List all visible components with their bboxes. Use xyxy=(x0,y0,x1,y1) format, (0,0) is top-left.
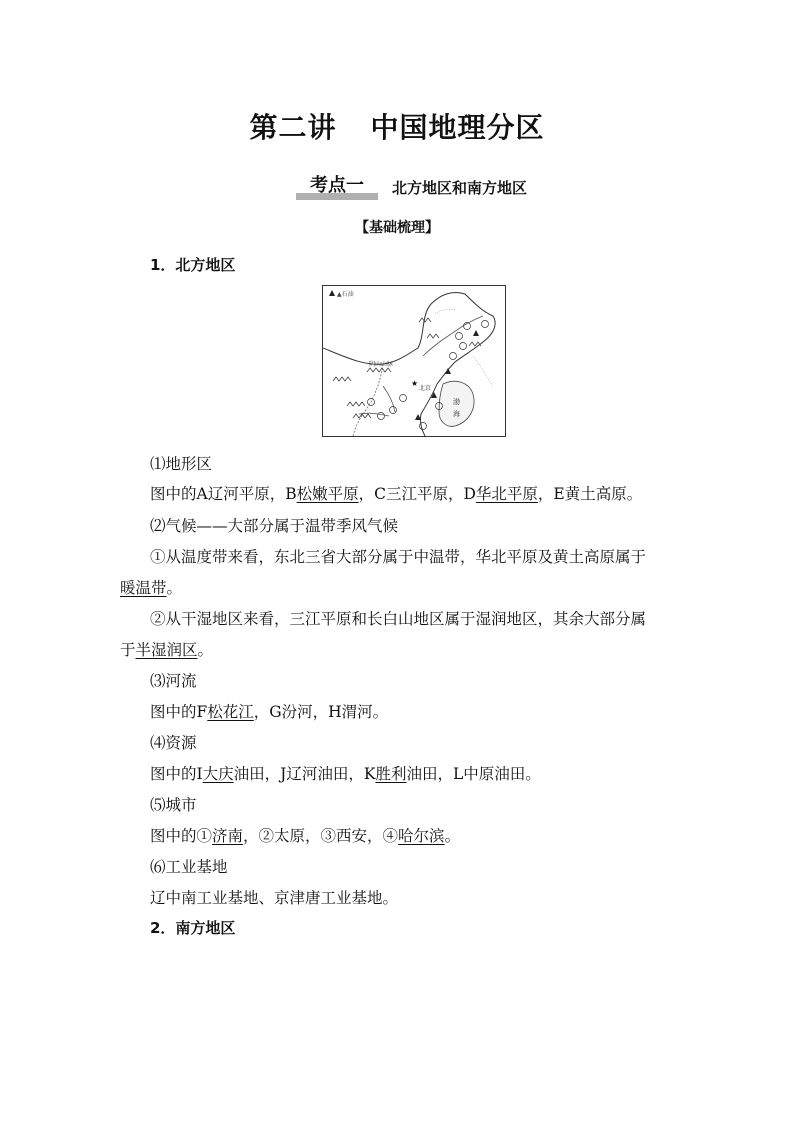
sea-label-bo: 渤 xyxy=(453,398,460,406)
north-region-map xyxy=(322,285,506,437)
beijing-label: 北京 xyxy=(419,385,432,392)
terrain-heading: ⑴地形区 xyxy=(150,455,213,473)
resource-text: 图中的I大庆油田，J辽河油田，K胜利油田，L中原油田。 xyxy=(150,765,541,783)
heading-south: 2．南方地区 xyxy=(150,919,236,937)
climate-p2-line1: ②从干湿地区来看，三江平原和长白山地区属于湿润地区，其余大部分属 xyxy=(150,610,647,628)
river-g xyxy=(383,386,395,412)
map-svg xyxy=(323,286,505,436)
climate-p2-line2: 于半湿润区。 xyxy=(120,641,214,659)
river-heading: ⑶河流 xyxy=(150,672,197,690)
climate-heading: ⑵气候——大部分属于温带季风气候 xyxy=(150,517,399,535)
kaodian-topic: 北方地区和南方地区 xyxy=(392,179,528,197)
industry-text: 辽中南工业基地、京津唐工业基地。 xyxy=(150,889,399,907)
climate-p1-line2: 暖温带。 xyxy=(120,579,183,597)
city-heading: ⑸城市 xyxy=(150,796,197,814)
resource-blank-2: 胜利 xyxy=(375,765,407,783)
sea-label-hai: 海 xyxy=(453,410,460,418)
resource-blank-1: 大庆 xyxy=(202,765,234,783)
oil-legend-icon xyxy=(329,290,335,296)
river-text: 图中的F松花江，G汾河，H渭河。 xyxy=(150,703,389,721)
industry-heading: ⑹工业基地 xyxy=(150,858,228,876)
city-blank-1: 济南 xyxy=(212,827,244,845)
river-blank: 松花江 xyxy=(207,703,254,721)
terrain-blank-2: 华北平原 xyxy=(475,485,538,503)
terrain-text: 图中的A辽河平原，B松嫩平原，C三江平原，D华北平原，E黄土高原。 xyxy=(150,485,643,503)
page-title xyxy=(0,106,794,146)
title-part1: 第二讲 xyxy=(249,111,337,144)
city-blank-2: 哈尔滨 xyxy=(398,827,445,845)
terrain-blank-1: 松嫩平原 xyxy=(296,485,359,503)
title-part2: 中国地理分区 xyxy=(370,111,545,144)
resource-heading: ⑷资源 xyxy=(150,734,197,752)
map-legend-text: ▲石油 xyxy=(337,291,354,298)
mountain-label: 阴山山脉 xyxy=(369,361,394,368)
city-text: 图中的①济南，②太原，③西安，④哈尔滨。 xyxy=(150,827,461,845)
beijing-star-icon: ★ xyxy=(411,379,419,388)
climate-p1-line1: ①从温度带来看，东北三省大部分属于中温带，华北平原及黄土高原属于 xyxy=(150,548,647,566)
heading-north: 1．北方地区 xyxy=(150,256,236,274)
section-label: 【基础梳理】 xyxy=(355,220,439,236)
kaodian-tag: 考点一 xyxy=(296,176,378,200)
climate-blank-1: 暖温带 xyxy=(120,579,167,597)
climate-blank-2: 半湿润区 xyxy=(135,641,198,659)
